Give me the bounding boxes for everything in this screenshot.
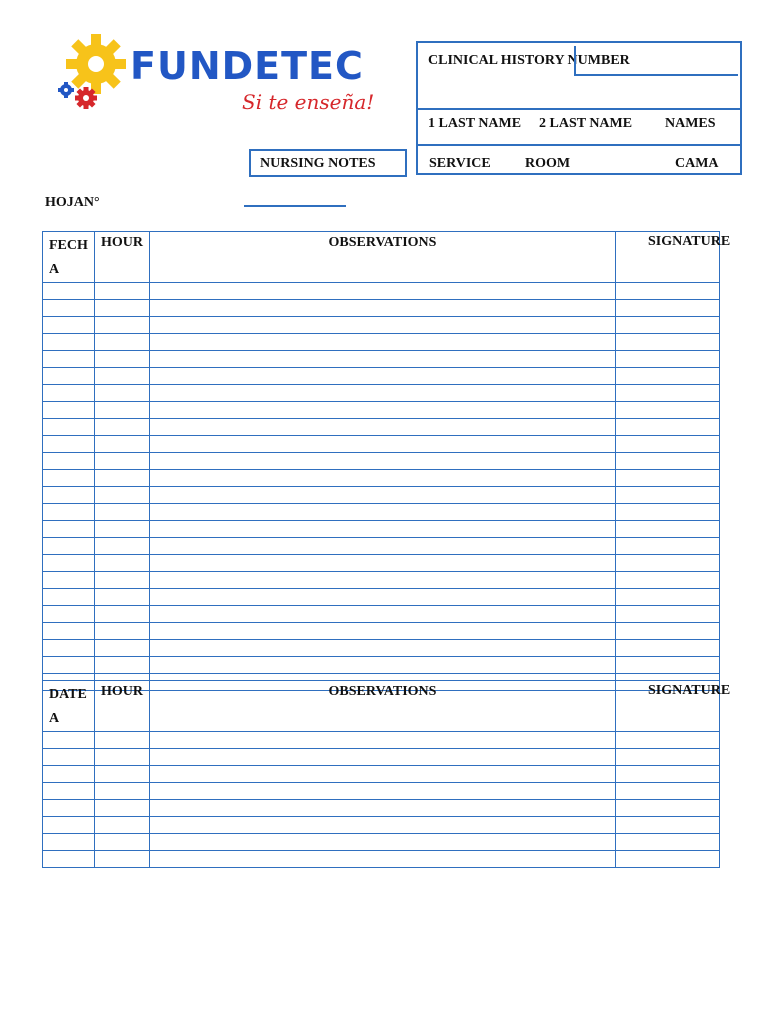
date-cell[interactable] [43,572,95,589]
id-box-divider [418,144,740,146]
observations-table-1 [42,231,731,691]
hour-cell[interactable] [95,283,150,300]
signature-column-header: SIGNATURE [616,681,720,732]
hour-cell[interactable] [95,732,150,749]
signature-cell[interactable] [616,419,720,436]
observation-cell[interactable] [150,766,616,783]
table-row [43,766,720,783]
date-cell[interactable] [43,749,95,766]
observation-cell[interactable] [150,521,616,538]
hour-cell[interactable] [95,657,150,674]
hour-cell[interactable] [95,555,150,572]
gears-icon [52,30,132,115]
date-cell[interactable] [43,283,95,300]
hour-cell[interactable] [95,385,150,402]
date-cell[interactable] [43,623,95,640]
observation-cell[interactable] [150,732,616,749]
brand-name: FUNDETEC [130,44,364,88]
signature-cell[interactable] [616,436,720,453]
signature-column-header: SIGNATURE [616,232,720,283]
fundetec-logo [20,30,392,130]
signature-cell[interactable] [616,640,720,657]
date-cell[interactable] [43,470,95,487]
date-cell[interactable] [43,453,95,470]
hour-cell[interactable] [95,834,150,851]
hour-cell[interactable] [95,783,150,800]
observation-cell[interactable] [150,555,616,572]
sheet-number-field[interactable] [244,205,346,207]
table-row [43,385,720,402]
date-cell[interactable] [43,817,95,834]
hour-cell[interactable] [95,419,150,436]
table-header-row [43,681,720,732]
id-box-divider [418,108,740,110]
signature-cell[interactable] [616,589,720,606]
table-row [43,851,720,868]
signature-cell[interactable] [616,783,720,800]
observation-cell[interactable] [150,487,616,504]
signature-cell[interactable] [616,385,720,402]
observation-cell[interactable] [150,749,616,766]
observation-cell[interactable] [150,317,616,334]
observation-cell[interactable] [150,385,616,402]
signature-cell[interactable] [616,817,720,834]
observation-cell[interactable] [150,436,616,453]
date-cell[interactable] [43,368,95,385]
hour-cell[interactable] [95,351,150,368]
observation-cell[interactable] [150,368,616,385]
number-field-divider [574,46,576,74]
date-cell[interactable] [43,504,95,521]
table-row [43,317,720,334]
service-label: SERVICE [429,156,491,171]
hour-cell[interactable] [95,470,150,487]
hour-cell[interactable] [95,766,150,783]
signature-cell[interactable] [616,317,720,334]
date-cell[interactable] [43,402,95,419]
table-row [43,555,720,572]
signature-cell[interactable] [616,623,720,640]
date-cell[interactable] [43,589,95,606]
hour-cell[interactable] [95,504,150,521]
table-row [43,800,720,817]
table-row [43,504,720,521]
date-cell[interactable] [43,300,95,317]
signature-cell[interactable] [616,766,720,783]
signature-cell[interactable] [616,521,720,538]
observation-cell[interactable] [150,817,616,834]
signature-cell[interactable] [616,851,720,868]
hour-cell[interactable] [95,606,150,623]
signature-cell[interactable] [616,504,720,521]
observations-column-header: OBSERVATIONS [150,681,616,732]
hour-cell[interactable] [95,640,150,657]
hour-cell[interactable] [95,436,150,453]
table-row [43,538,720,555]
hour-cell[interactable] [95,453,150,470]
signature-cell[interactable] [616,657,720,674]
table-row [43,657,720,674]
clinical-history-number-field[interactable] [574,74,738,76]
hour-cell[interactable] [95,589,150,606]
hour-cell[interactable] [95,749,150,766]
date-cell[interactable] [43,783,95,800]
signature-cell[interactable] [616,453,720,470]
table-row [43,521,720,538]
observation-cell[interactable] [150,470,616,487]
table-row [43,419,720,436]
table-row [43,487,720,504]
signature-cell[interactable] [616,300,720,317]
hour-cell[interactable] [95,487,150,504]
signature-cell[interactable] [616,834,720,851]
signature-cell[interactable] [616,800,720,817]
table-row [43,283,720,300]
hour-cell[interactable] [95,402,150,419]
hour-cell[interactable] [95,334,150,351]
observation-cell[interactable] [150,572,616,589]
table-row [43,351,720,368]
table-row [43,606,720,623]
observation-cell[interactable] [150,623,616,640]
observation-cell[interactable] [150,300,616,317]
observation-cell[interactable] [150,419,616,436]
table-row [43,749,720,766]
brand-tagline: Si te enseña! [242,90,375,114]
observation-cell[interactable] [150,589,616,606]
date-cell[interactable] [43,640,95,657]
hour-column-header: HOUR [95,232,150,283]
date-cell[interactable] [43,334,95,351]
table-row [43,300,720,317]
observation-cell[interactable] [150,538,616,555]
signature-cell[interactable] [616,555,720,572]
table-row [43,453,720,470]
signature-cell[interactable] [616,351,720,368]
table-row [43,368,720,385]
date-cell[interactable] [43,834,95,851]
last-name-2-label: 2 LAST NAME [539,116,633,131]
observation-cell[interactable] [150,606,616,623]
observation-cell[interactable] [150,640,616,657]
signature-cell[interactable] [616,538,720,555]
observation-cell[interactable] [150,351,616,368]
clinical-history-number-label: CLINICAL HISTORY NUMBER [428,53,630,68]
signature-cell[interactable] [616,470,720,487]
date-cell[interactable] [43,766,95,783]
date-column-header: FECH A [43,232,95,283]
date-cell[interactable] [43,351,95,368]
table-row [43,589,720,606]
table-row [43,640,720,657]
observation-cell[interactable] [150,334,616,351]
table-row [43,732,720,749]
signature-cell[interactable] [616,487,720,504]
table-row [43,334,720,351]
hour-cell[interactable] [95,538,150,555]
date-cell[interactable] [43,851,95,868]
room-label: ROOM [525,156,571,171]
hour-cell[interactable] [95,623,150,640]
date-column-header: DATE A [43,681,95,732]
date-cell[interactable] [43,436,95,453]
date-cell[interactable] [43,555,95,572]
table-header-row [43,232,720,283]
signature-cell[interactable] [616,283,720,300]
signature-cell[interactable] [616,334,720,351]
observation-cell[interactable] [150,783,616,800]
hour-cell[interactable] [95,851,150,868]
table-row [43,834,720,851]
observation-cell[interactable] [150,402,616,419]
date-cell[interactable] [43,732,95,749]
hour-cell[interactable] [95,368,150,385]
date-cell[interactable] [43,606,95,623]
observations-table-2 [42,680,731,868]
date-cell[interactable] [43,385,95,402]
signature-cell[interactable] [616,749,720,766]
table-row [43,572,720,589]
table-row [43,402,720,419]
observation-cell[interactable] [150,504,616,521]
bed-label: CAMA [675,156,719,171]
observation-cell[interactable] [150,800,616,817]
signature-cell[interactable] [616,402,720,419]
hour-cell[interactable] [95,521,150,538]
date-cell[interactable] [43,800,95,817]
observation-cell[interactable] [150,283,616,300]
observation-cell[interactable] [150,834,616,851]
hour-cell[interactable] [95,800,150,817]
hour-column-header: HOUR [95,681,150,732]
observations-column-header: OBSERVATIONS [150,232,616,283]
observation-cell[interactable] [150,657,616,674]
last-name-1-label: 1 LAST NAME [428,116,522,131]
date-cell[interactable] [43,521,95,538]
signature-cell[interactable] [616,368,720,385]
nursing-notes-title: NURSING NOTES [260,156,376,171]
hour-cell[interactable] [95,317,150,334]
hour-cell[interactable] [95,572,150,589]
table-row [43,623,720,640]
signature-cell[interactable] [616,606,720,623]
table-row [43,470,720,487]
observation-cell[interactable] [150,851,616,868]
hour-cell[interactable] [95,817,150,834]
date-cell[interactable] [43,538,95,555]
observation-cell[interactable] [150,453,616,470]
date-cell[interactable] [43,487,95,504]
signature-cell[interactable] [616,732,720,749]
sheet-number-label: HOJAN° [45,195,100,210]
table-row [43,783,720,800]
hour-cell[interactable] [95,300,150,317]
date-cell[interactable] [43,657,95,674]
date-cell[interactable] [43,419,95,436]
signature-cell[interactable] [616,572,720,589]
table-row [43,817,720,834]
table-row [43,436,720,453]
names-label: NAMES [665,116,716,131]
date-cell[interactable] [43,317,95,334]
